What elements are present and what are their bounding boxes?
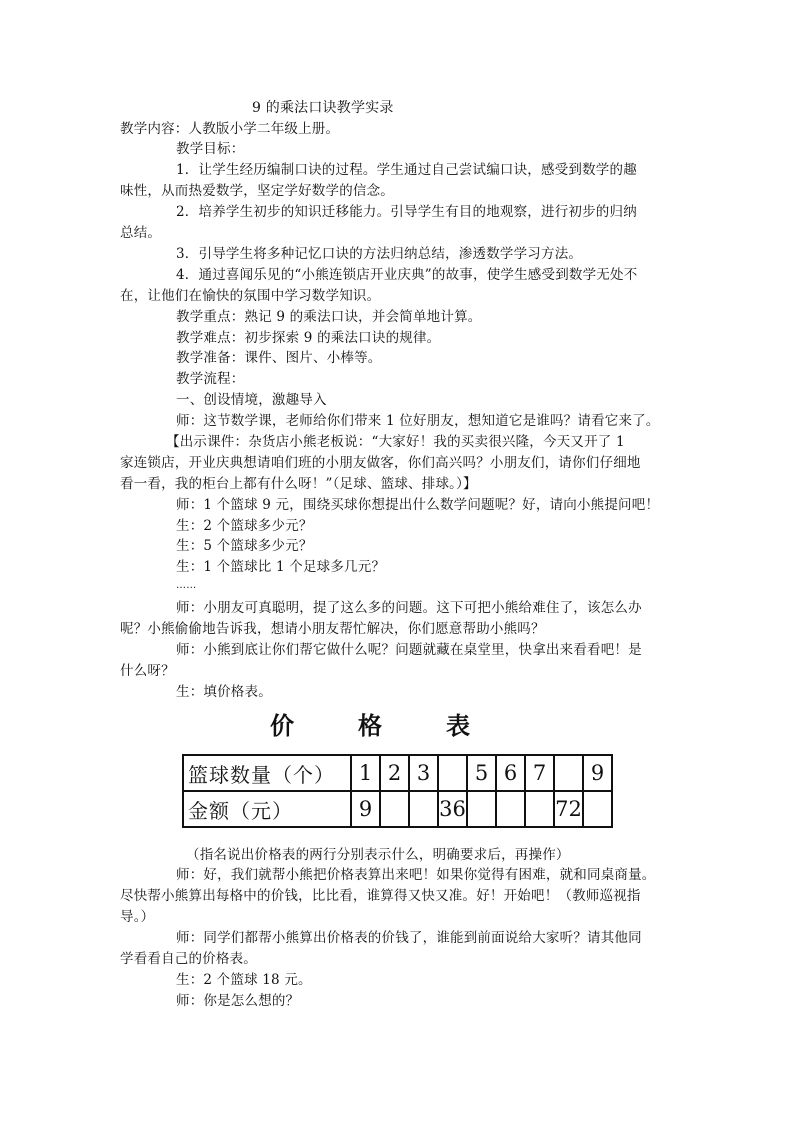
text-line: 生：填价格表。 [176, 684, 272, 700]
text-line: 师：你是怎么想的？ [176, 993, 300, 1009]
text-line: 教学重点：熟记 9 的乘法口诀，并会简单地计算。 [176, 309, 482, 325]
text-line: 尽快帮小熊算出每格中的价钱，比比看，谁算得又快又准。好！开始吧！（教师巡视指 [120, 888, 641, 904]
text-line: 什么呀？ [120, 663, 175, 679]
text-line: 看一看，我的柜台上都有什么呀！”（足球、篮球、排球。）】 [120, 476, 477, 492]
table-cell: 6 [496, 755, 525, 791]
text-line: 2．培养学生初步的知识迁移能力。引导学生有目的地观察，进行初步的归纳 [176, 204, 637, 220]
text-line: 师：好，我们就帮小熊把价格表算出来吧！如果你觉得有困难，就和同桌商量。 [176, 867, 656, 883]
doc-title: 9 的乘法口诀教学实录 [252, 100, 394, 116]
text-line: 生：5 个篮球多少元？ [176, 538, 313, 554]
table-cell: 3 [409, 755, 438, 791]
table-cell [380, 791, 409, 827]
table-cell: 36 [438, 791, 467, 827]
text-line: 1．让学生经历编制口诀的过程。学生通过自己尝试编口诀，感受到数学的趣 [176, 162, 637, 178]
row-header: 金额（元） [183, 791, 351, 827]
text-line: 教学难点：初步探索 9 的乘法口诀的规律。 [176, 330, 441, 346]
table-cell: 1 [351, 755, 380, 791]
price-table [182, 754, 613, 828]
text-line: 生：2 个篮球多少元？ [176, 518, 313, 534]
table-cell [525, 791, 554, 827]
text-line: 学看看自己的价格表。 [120, 951, 257, 967]
text-line: 师：小熊到底让你们帮它做什么呢？问题就藏在桌堂里，快拿出来看看吧！是 [176, 642, 642, 658]
text-line: 生：2 个篮球 18 元。 [176, 972, 312, 988]
text-line: 味性，从而热爱数学，坚定学好数学的信念。 [120, 183, 394, 199]
text-line: 【出示课件：杂货店小熊老板说：“大家好！我的买卖很兴隆，今天又开了 1 [166, 434, 625, 450]
text-line: 教学准备：课件、图片、小棒等。 [176, 350, 382, 366]
table-cell: 9 [351, 791, 380, 827]
text-line: 教学流程： [176, 371, 245, 387]
table-title: 价 格 表 [270, 712, 490, 740]
text-line: 3．引导学生将多种记忆口诀的方法归纳总结，渗透数学学习方法。 [176, 246, 583, 262]
table-cell [467, 791, 496, 827]
text-line: （指名说出价格表的两行分别表示什么，明确要求后，再操作） [186, 847, 570, 863]
table-cell: 5 [467, 755, 496, 791]
text-line: 家连锁店，开业庆典想请咱们班的小朋友做客，你们高兴吗？小朋友们，请你们仔细地 [120, 455, 641, 471]
text-line: 在，让他们在愉快的氛围中学习数学知识。 [120, 288, 381, 304]
text-line: …… [176, 580, 197, 591]
text-line: 导。） [120, 909, 155, 925]
text-line: 总结。 [120, 225, 162, 241]
text-line: 师：小朋友可真聪明，提了这么多的问题。这下可把小熊给难住了，该怎么办 [176, 600, 642, 616]
table-cell [409, 791, 438, 827]
text-line: 教学内容：人教版小学二年级上册。 [120, 121, 340, 137]
table-cell [438, 755, 467, 791]
text-line: 师：这节数学课，老师给你们带来 1 位好朋友，想知道它是谁吗？请看它来了。 [176, 413, 660, 429]
table-cell: 9 [583, 755, 612, 791]
table-row [183, 791, 612, 827]
table-row [183, 755, 612, 791]
table-cell: 7 [525, 755, 554, 791]
table-cell [554, 755, 583, 791]
text-line: 教学目标： [176, 141, 245, 157]
row-header: 篮球数量（个） [183, 755, 351, 791]
table-cell: 2 [380, 755, 409, 791]
table-cell [583, 791, 612, 827]
text-line: 4．通过喜闻乐见的“小熊连锁店开业庆典”的故事，使学生感受到数学无处不 [176, 267, 638, 283]
text-line: 呢？小熊偷偷地告诉我，想请小朋友帮忙解决，你们愿意帮助小熊吗？ [120, 621, 545, 637]
table-cell [496, 791, 525, 827]
text-line: 生：1 个篮球比 1 个足球多几元？ [176, 559, 386, 575]
text-line: 一、创设情境，激趣导入 [176, 392, 327, 408]
text-line: 师：同学们都帮小熊算出价格表的价钱了，谁能到前面说给大家听？请其他同 [176, 930, 642, 946]
table-cell: 72 [554, 791, 583, 827]
text-line: 师：1 个篮球 9 元，围绕买球你想提出什么数学问题呢？好，请向小熊提问吧！ [176, 497, 660, 513]
